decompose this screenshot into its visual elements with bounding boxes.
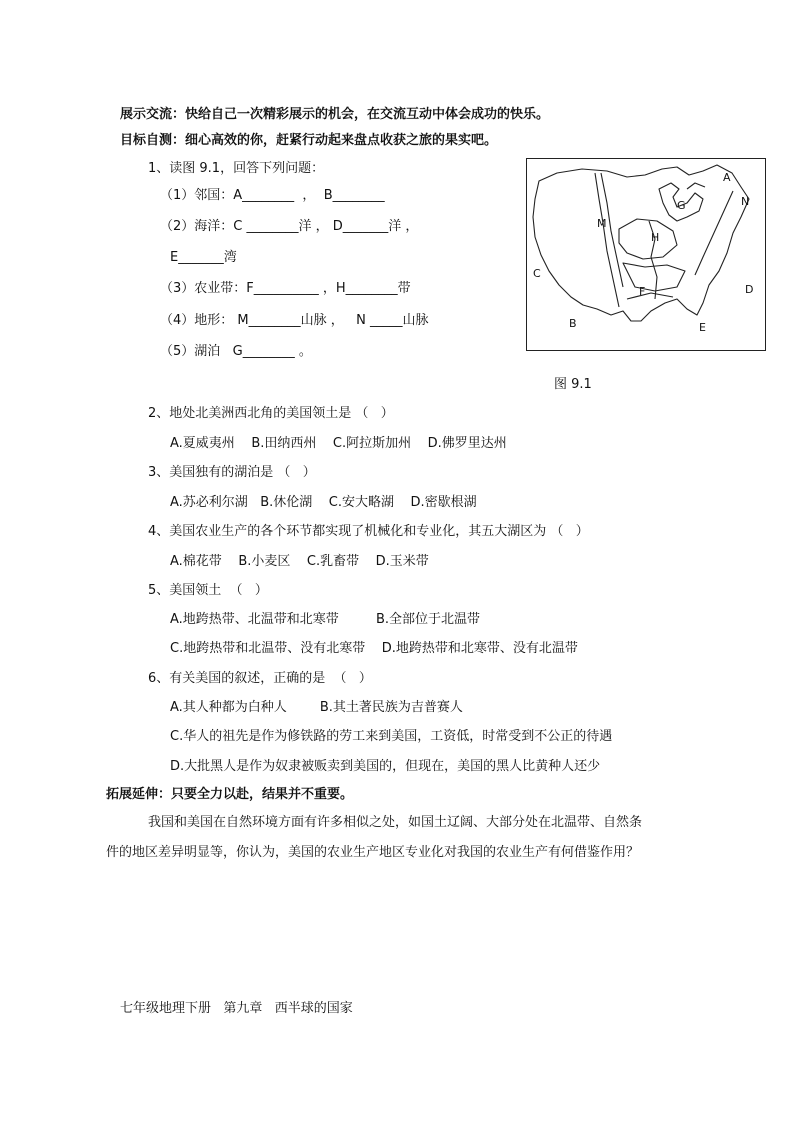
map-label-m: M	[597, 217, 607, 230]
q6-option-d: D.大批黑人是作为奴隶被贩卖到美国的，但现在，美国的黑人比黄种人还少	[170, 759, 601, 774]
region-H	[619, 219, 677, 259]
target-line: 目标自测：细心高效的你，赶紧行动起来盘点收获之旅的果实吧。	[120, 133, 498, 148]
map-label-b: B	[569, 317, 577, 330]
lake-ridge	[687, 183, 705, 189]
page-footer: 七年级地理下册 第九章 西半球的国家	[120, 1001, 353, 1016]
q3-options: A.苏必利尔湖 B.休伦湖 C.安大略湖 D.密歇根湖	[170, 495, 477, 510]
q5-options-cd: C.地跨热带和北温带、没有北寒带 D.地跨热带和北寒带、没有北温带	[170, 641, 578, 656]
q6-stem: 6、有关美国的叙述，正确的是 （ ）	[148, 671, 372, 686]
region-south	[627, 293, 673, 299]
q1-sub2b: E_______湾	[170, 250, 237, 265]
map-label-f: F	[639, 285, 646, 298]
q5-stem: 5、美国领土 （ ）	[148, 583, 268, 598]
mountain-N	[695, 191, 733, 275]
usa-map-svg	[527, 159, 764, 349]
q1-sub4: （4）地形： M________山脉 ， N _____山脉	[160, 313, 429, 328]
map-label-c: C	[533, 267, 541, 280]
map-label-n: N	[741, 195, 750, 208]
map-label-g: G	[677, 199, 686, 212]
map-label-d: D	[745, 283, 754, 296]
q4-stem: 4、美国农业生产的各个环节都实现了机械化和专业化，其五大湖区为 （ ）	[148, 524, 589, 539]
q1-stem: 1、读图 9.1，回答下列问题：	[148, 161, 325, 176]
q1-sub1: （1）邻国：A________ ， B________	[160, 188, 385, 203]
q6-option-c: C.华人的祖先是作为修铁路的劳工来到美国，工资低，时常受到不公正的待遇	[170, 729, 613, 744]
map-label-a: A	[723, 171, 731, 184]
q6-options-ab: A.其人种都为白种人 B.其土著民族为吉普赛人	[170, 700, 463, 715]
show-line: 展示交流：快给自己一次精彩展示的机会，在交流互动中体会成功的快乐。	[120, 107, 550, 122]
q2-stem: 2、地处北美洲西北角的美国领土是 （ ）	[148, 406, 394, 421]
q5-options-ab: A.地跨热带、北温带和北寒带 B.全部位于北温带	[170, 612, 481, 627]
usa-map-figure	[526, 158, 766, 351]
map-label-e: E	[699, 321, 706, 334]
mountain-M	[595, 173, 619, 307]
figure-caption: 图 9.1	[554, 377, 592, 392]
q3-stem: 3、美国独有的湖泊是 （ ）	[148, 465, 316, 480]
extension-heading: 拓展延伸：只要全力以赴，结果并不重要。	[106, 787, 354, 802]
q1-sub5: （5）湖泊 G________ 。	[160, 344, 312, 359]
extension-para-2: 件的地区差异明显等，你认为，美国的农业生产地区专业化对我国的农业生产有何借鉴作用？	[106, 845, 640, 860]
extension-para-1: 我国和美国在自然环境方面有许多相似之处，如国土辽阔、大部分处在北温带、自然条	[148, 815, 643, 830]
q1-sub3: （3）农业带：F__________ ，H________带	[160, 281, 411, 296]
q2-options: A.夏威夷州 B.田纳西州 C.阿拉斯加州 D.佛罗里达州	[170, 436, 507, 451]
q4-options: A.棉花带 B.小麦区 C.乳畜带 D.玉米带	[170, 554, 429, 569]
q1-sub2: （2）海洋：C ________洋 ， D_______洋 ，	[160, 219, 419, 234]
map-label-h: H	[651, 231, 660, 244]
